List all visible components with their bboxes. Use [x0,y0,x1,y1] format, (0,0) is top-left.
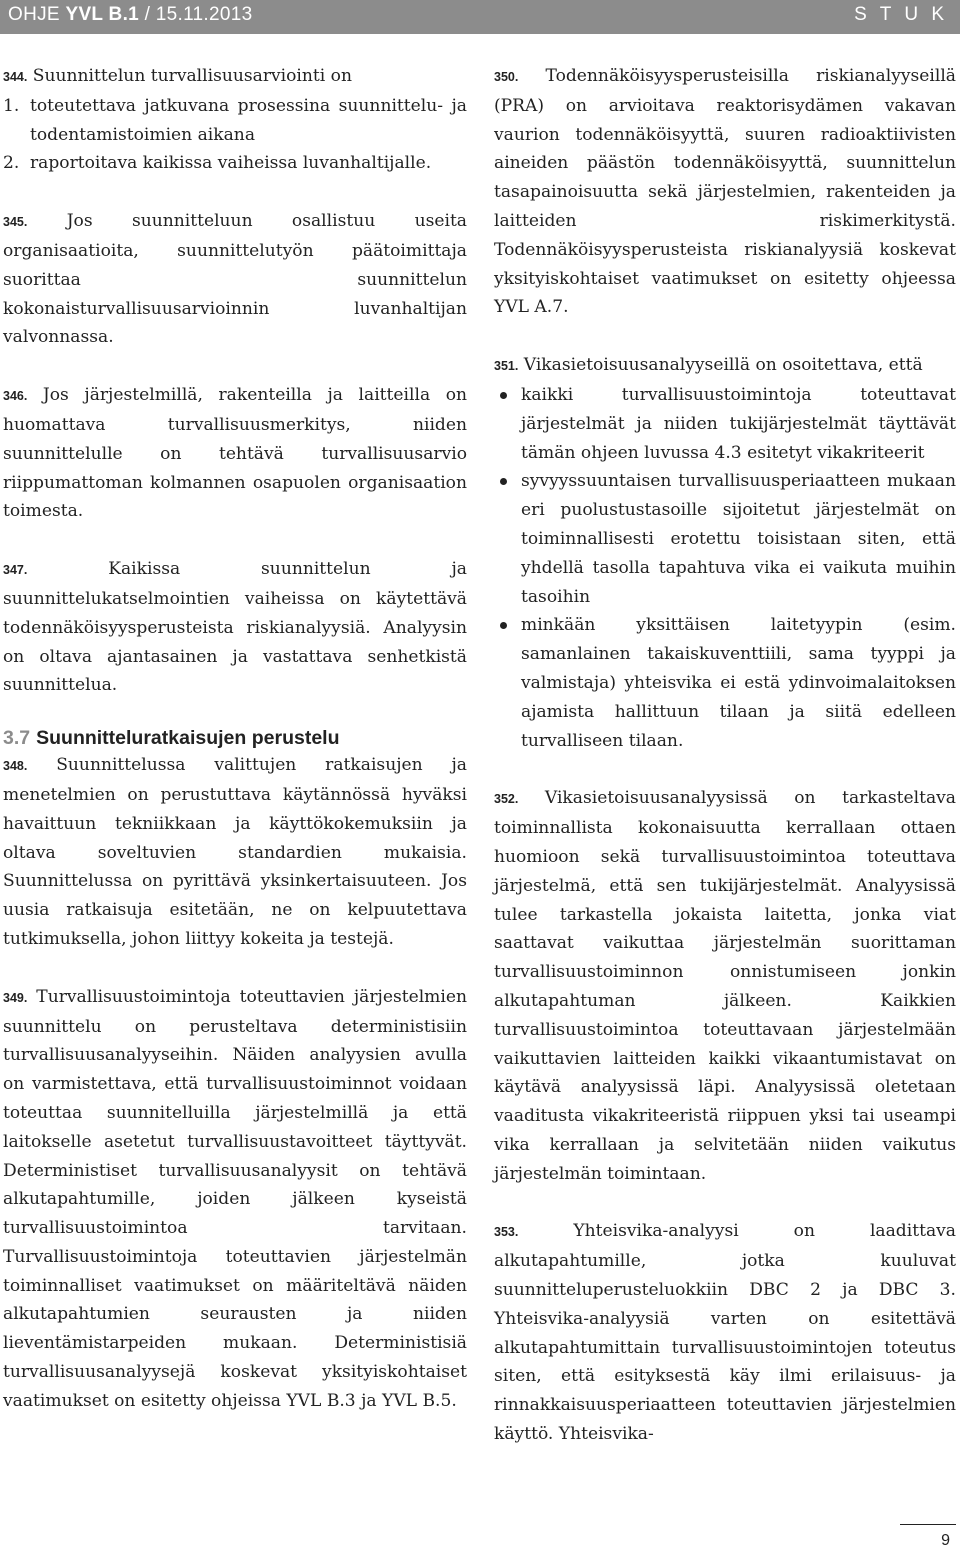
list-item [3,92,467,150]
page-header [0,0,960,34]
doc-date: / 15.11.2013 [139,4,253,25]
page-number: 9 [941,1532,950,1549]
paragraph-351 [494,351,956,381]
bullet-item [494,381,956,467]
section-title: Suunnitteluratkaisujen perustelu [36,727,340,750]
paragraph-348 [3,751,467,954]
paragraph-text: Jos järjestelmillä, rakenteilla ja laitteilla on huomattava turvallisuusmerkitys, niiden suunnittelulle on tehtävä turvallisuusarvio riippumattoman kolmannen osapuolen organisaation toimesta. [3,385,467,522]
org-name: S T U K [854,4,948,25]
paragraph-text: Turvallisuustoimintoja toteuttavien järjestelmien suunnittelu on perusteltava deterministisiin turvallisuusanalyyseihin. Näiden analyysien avulla on varmistettava, että turvallisuustoiminnot voidaan toteuttaa suunnitelluilla järjestelmillä ja että laitokselle asetetut turvallisuustavoitteet täyttyvät. Deterministiset turvallisuusanalyysit on tehtävä alkutapahtumille, joiden jälkeen kyseistä turvallisuustoimintoa tarvitaan. Turvallisuustoimintoja toteuttavien järjestelmän toiminnalliset vaatimukset on määriteltävä näiden alkutapahtumien seurausten ja niiden lieventämistarpeiden mukaan. Deterministisiä turvallisuusanalyysejä koskevat yksityiskohtaiset vaatimukset on esitetty ohjeissa YVL B.3 ja YVL B.5. [3,986,467,1411]
section-number: 3.7 [3,727,31,750]
paragraph-347 [3,555,467,700]
paragraph-number: 348. [3,759,28,774]
document-id [8,4,252,26]
paragraph-text: Suunnittelun turvallisuusarviointi on [27,66,352,86]
bullet-text: minkään yksittäisen laitetyypin (esim. samanlainen takaiskuventtiili, sama tyyppi ja valmistaja) yhteisvika ei estä ydinvoimalaitoksen ajamista hallittuun tilaan ja siitä edelleen turvalliseen tilaan. [521,615,956,751]
bullet-icon [500,478,507,485]
paragraph-number: 344. [3,70,28,84]
paragraph-number: 349. [3,990,28,1005]
paragraph-349 [3,983,467,1416]
paragraph-344 [3,62,467,92]
doc-prefix: OHJE [8,4,60,25]
list-marker: 1. [3,95,20,116]
bullet-item [494,467,956,611]
paragraph-text: Jos suunnitteluun osallistuu useita organisaatioita, suunnittelutyön päätoimittaja suorittaa suunnittelun kokonaisturvallisuusarvioinnin luvanhaltijan valvonnassa. [3,211,467,348]
paragraph-346 [3,381,467,526]
list-item-text: toteutettava jatkuvana prosessina suunnittelu- ja todentamistoimien aikana [30,95,467,145]
paragraph-353 [494,1217,956,1448]
list-item [3,149,467,178]
paragraph-number: 346. [3,389,28,404]
paragraph-text: Suunnittelussa valittujen ratkaisujen ja menetelmien on perustuttava käytännössä hyväksi havaittuun tekniikkaan ja käyttökokemuksiin ja oltava soveltuvien standardien mukaisia. Suunnittelussa on pyrittävä yksinkertaisuuteen. Jos uusia ratkaisuja esitetään, ne on kelpuutettava tutkimuksella, johon liittyy kokeita ja testejä. [3,755,467,949]
paragraph-number: 347. [3,563,28,578]
bullet-list [494,381,956,755]
footer-rule [900,1524,956,1525]
bullet-text: syvyyssuuntaisen turvallisuusperiaatteen mukaan eri puolustustasoille sijoitetut järjestelmät on toiminnallisesti erotettu toisistaan siten, että yhdellä tasolla tapahtuva vika ei vaikuta muihin tasoihin [521,471,956,607]
doc-code: YVL B.1 [65,4,140,25]
section-heading [3,723,467,753]
numbered-list [3,92,467,178]
paragraph-number: 350. [494,70,519,84]
bullet-icon [500,392,507,399]
paragraph-text: Yhteisvika-analyysi on laadittava alkutapahtumille, jotka kuuluvat suunnitteluperusteluokkiin DBC 2 ja DBC 3. Yhteisvika-analyysiä varten on esitettävä alkutapahtumittain turvallisuustoimintojen toteutus siten, että esityksestä käy ilmi erilaisuus- ja rinnakkaisuusperiaatteen toteuttavien järjestelmien käyttö. Yhteisvika- [494,1221,956,1445]
paragraph-number: 353. [494,1225,519,1240]
paragraph-350 [494,62,956,322]
list-marker: 2. [3,153,20,174]
paragraph-text: Kaikissa suunnittelun ja suunnittelukatselmointien vaiheissa on käytettävä todennäköisyysperusteista riskianalyysiä. Analyysin on oltava ajantasainen ja vastattava senhetkistä suunnittelua. [3,559,467,696]
left-column [3,62,467,1445]
right-column [494,62,956,1478]
bullet-icon [500,622,507,629]
paragraph-352 [494,784,956,1188]
paragraph-345 [3,207,467,352]
bullet-item [494,611,956,755]
paragraph-text: Vikasietoisuusanalyyseillä on osoitettava, että [518,355,923,376]
paragraph-text: Vikasietoisuusanalyysissä on tarkasteltava toiminnallista kokonaisuutta kerrallaan ottaen huomioon sekä turvallisuustoimintoa toteuttava järjestelmä, että sen tukijärjestelmät. Analyysissä tulee tarkastella jokaista laitetta, jonka viat saattavat vaikuttaa järjestelmän suorittaman turvallisuustoiminnon onnistumiseen jonkin alkutapahtuman jälkeen. Kaikkien turvallisuustoimintoa toteuttavaan järjestelmään vaikuttavien laitteiden kaikki vikaantumistavat on käytävä analyysissä läpi. Analyysissä oletetaan vaaditusta vikakriteeristä riippuen yksi tai useampi vika kerrallaan ja selvitetään niiden vaikutus järjestelmän toimintaan. [494,788,956,1184]
paragraph-text: Todennäköisyysperusteisilla riskianalyyseillä (PRA) on arvioitava reaktorisydämen vakavan vaurion todennäköisyyttä, suuren radioaktiivisten aineiden päästön todennäköisyyttä, suunnittelun tasapainoisuutta sekä järjestelmien, rakenteiden ja laitteiden riskimerkitystä. Todennäköisyysperusteista riskianalyysiä koskevat yksityiskohtaiset vaatimukset on esitetty ohjeessa YVL A.7. [494,66,956,318]
paragraph-number: 351. [494,359,519,374]
list-item-text: raportoitava kaikissa vaiheissa luvanhaltijalle. [30,153,432,174]
paragraph-number: 345. [3,215,28,230]
bullet-text: kaikki turvallisuustoimintoja toteuttavat järjestelmät ja niiden tukijärjestelmät täyttävät tämän ohjeen luvussa 4.3 esitetyt vikakriteerit [521,384,956,463]
paragraph-number: 352. [494,792,519,807]
